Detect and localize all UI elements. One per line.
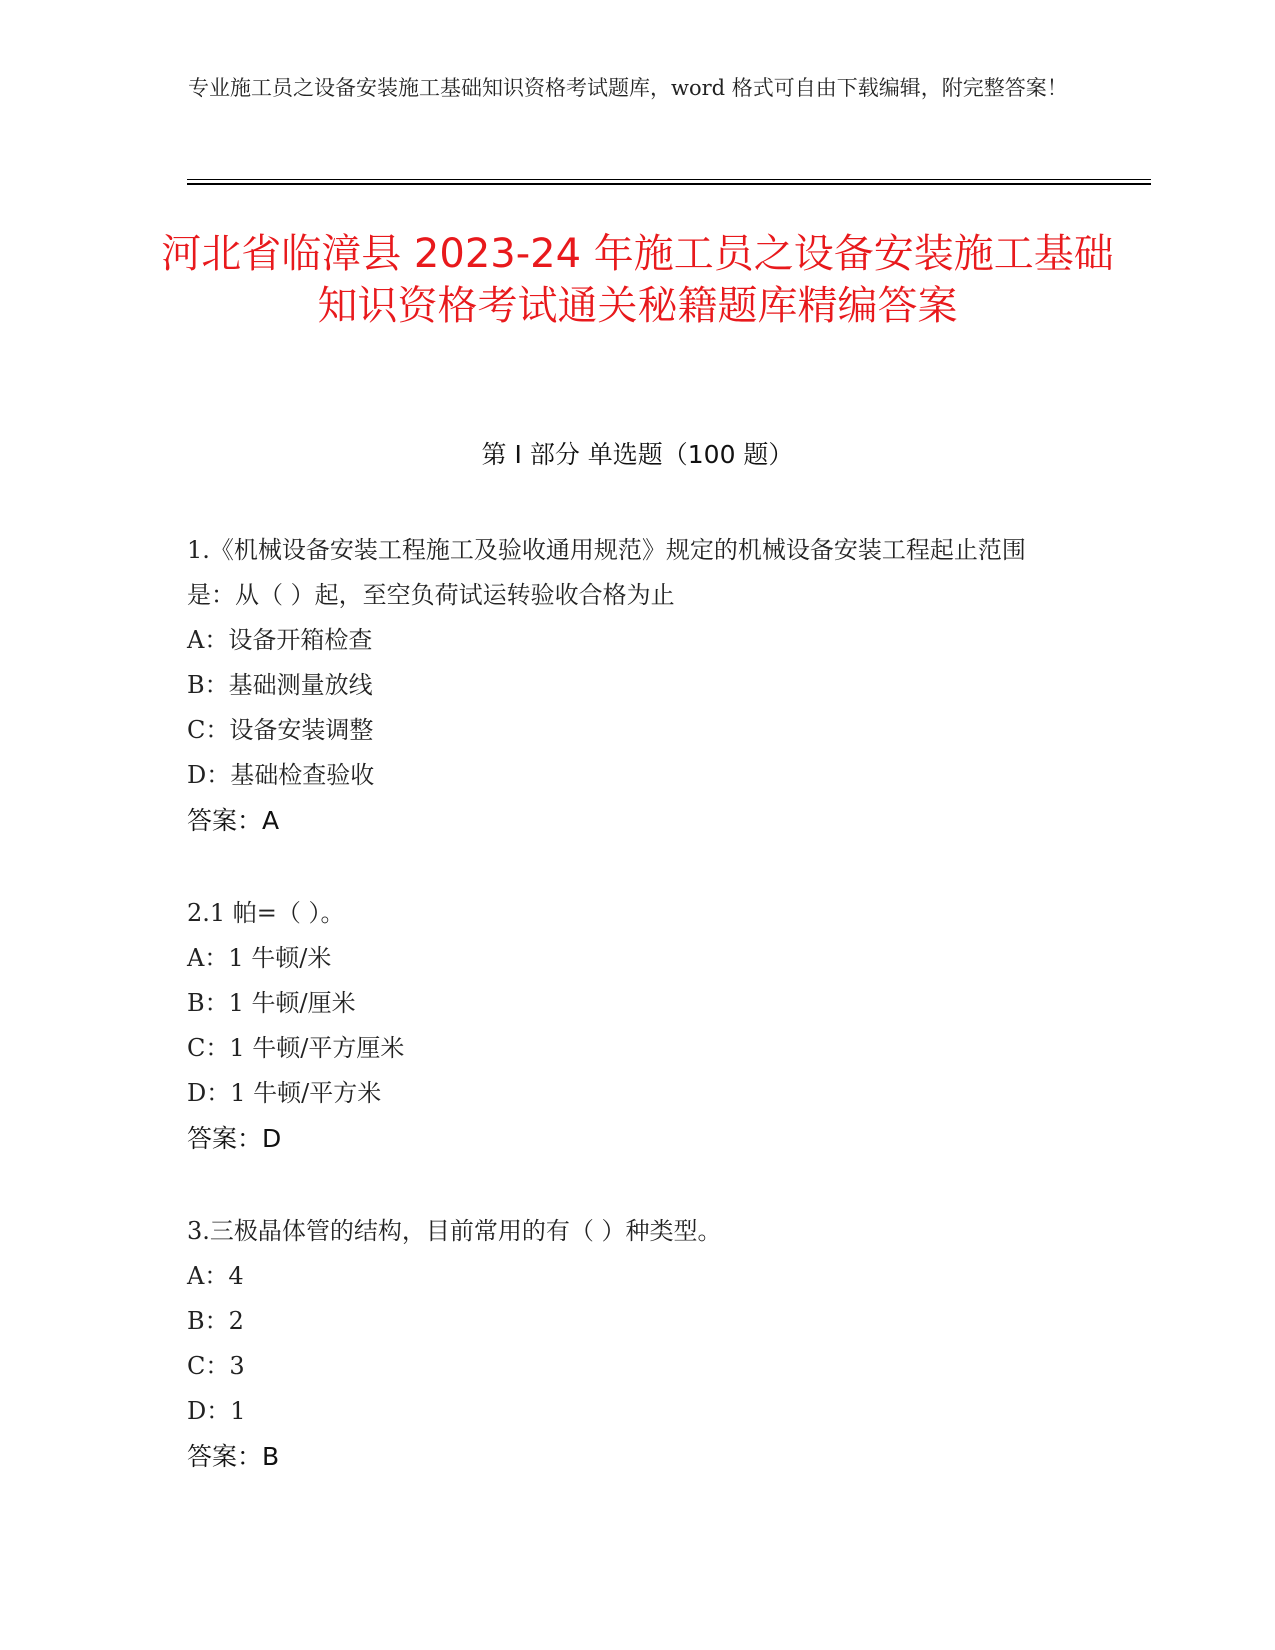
option-a: A：1 牛顿/米 (187, 944, 332, 972)
answer-line: 答案：D (187, 1124, 282, 1153)
section-heading: 第 I 部分 单选题（100 题） (481, 440, 794, 469)
question-list (187, 528, 1067, 1527)
header-divider-thick (187, 183, 1151, 185)
question-stem: 2.1 帕=（ ）。 (187, 899, 345, 927)
question-3 (187, 1209, 1067, 1479)
option-a: A：设备开箱检查 (187, 626, 373, 654)
header-divider-thin (187, 179, 1151, 180)
option-c: C：3 (187, 1352, 245, 1380)
question-1 (187, 528, 1067, 843)
question-2 (187, 891, 1067, 1161)
option-c: C：1 牛顿/平方厘米 (187, 1034, 405, 1062)
answer-line: 答案：B (187, 1442, 280, 1471)
document-title: 河北省临漳县 2023-24 年施工员之设备安装施工基础知识资格考试通关秘籍题库精编答案 (161, 231, 1114, 329)
option-d: D：1 牛顿/平方米 (187, 1079, 382, 1107)
option-d: D：基础检查验收 (187, 761, 375, 789)
option-d: D：1 (187, 1397, 246, 1425)
option-b: B：基础测量放线 (187, 671, 373, 699)
question-stem: 1.《机械设备安装工程施工及验收通用规范》规定的机械设备安装工程起止范围是：从（ ）起，至空负荷试运转验收合格为止 (187, 536, 1026, 609)
answer-line: 答案：A (187, 806, 280, 835)
option-b: B：1 牛顿/厘米 (187, 989, 356, 1017)
question-stem: 3.三极晶体管的结构，目前常用的有（ ）种类型。 (187, 1217, 722, 1245)
option-c: C：设备安装调整 (187, 716, 374, 744)
option-a: A：4 (187, 1262, 244, 1290)
option-b: B：2 (187, 1307, 244, 1335)
header-note: 专业施工员之设备安装施工基础知识资格考试题库，word 格式可自由下载编辑，附完整答案！ (188, 76, 1068, 100)
